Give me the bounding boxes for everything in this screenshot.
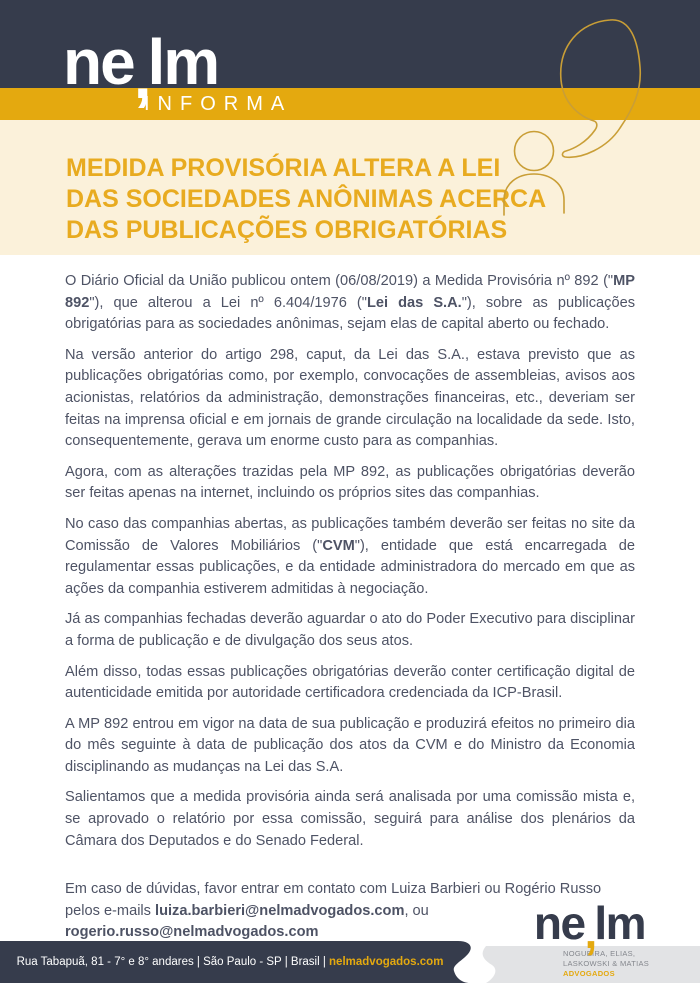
text-run: MP 892 — [65, 273, 635, 311]
article-paragraph — [65, 787, 635, 852]
article-paragraph — [65, 271, 635, 336]
text-run: "), entidade que está encarregada de regulamentar essas publicações, e da entidade administradora do mercado em que as ações da companhia estiverem admitidas à negociação. — [65, 537, 635, 597]
page-title-line: MEDIDA PROVISÓRIA ALTERA A LEI — [66, 154, 501, 182]
page-title-line: DAS PUBLICAÇÕES OBRIGATÓRIAS — [66, 216, 508, 244]
article-paragraph — [65, 609, 635, 652]
text-run: , ou — [404, 902, 429, 919]
text-run: "), que alterou a Lei nº 6.404/1976 (" — [89, 294, 367, 311]
email-link-luiza[interactable]: luiza.barbieri@nelmadvogados.com — [155, 902, 405, 919]
firm-name-line: NOGUEIRA, ELIAS, — [563, 949, 636, 958]
text-run: Na versão anterior do artigo 298, caput, da Lei das S.A., estava previsto que as publicações obrigatórias como, por exemplo, convocações de assembleias, avisos aos acionistas, relatórios da administração, demonstrações financeiras, etc., deveriam ser feitas na imprensa oficial e em jornais de grande circulação na localidade da sede. Isto, consequentemente, gerava um enorme custo para as companhias. — [65, 346, 635, 450]
article-paragraph — [65, 514, 635, 600]
article-paragraph — [65, 345, 635, 453]
article-paragraph — [65, 662, 635, 705]
article-body — [0, 255, 700, 852]
text-run: Já as companhias fechadas deverão aguardar o ato do Poder Executivo para disciplinar a forma de publicação e de divulgação dos seus atos. — [65, 611, 635, 649]
text-run: No caso das companhias abertas, as publicações também deverão ser feitas no site da Comissão de Valores Mobiliários (" — [65, 515, 635, 554]
text-run: O Diário Oficial da União publicou ontem (06/08/2019) a Medida Provisória nº 892 (" — [65, 273, 614, 289]
firm-name — [563, 949, 649, 979]
informa-label: INFORMA — [144, 93, 293, 115]
text-run: Lei das S.A. — [366, 294, 462, 311]
nelm-logo — [63, 26, 219, 113]
logo-text-lm: lm — [147, 26, 219, 98]
person-outline-icon — [504, 132, 564, 216]
page-title-line: DAS SOCIEDADES ANÔNIMAS ACERCA — [66, 185, 547, 213]
text-run: CVM — [322, 537, 355, 554]
text-run: Além disso, todas essas publicações obrigatórias deverão conter certificação digital de autenticidade emitida por autoridade certificadora credenciada da ICP-Brasil. — [65, 663, 635, 702]
text-run: Em caso de dúvidas, favor entrar em contato com Luiza Barbieri ou Rogério Russo pelos e-mails — [65, 881, 602, 919]
website-link[interactable]: nelmadvogados.com — [329, 956, 444, 968]
header-decoration — [490, 10, 690, 245]
logo-text-ne: ne — [63, 26, 134, 98]
footer-address — [0, 941, 460, 983]
text-run: Agora, com as alterações trazidas pela MP 892, as publicações obrigatórias deverão ser feitas apenas na internet, incluindo os próprios sites das companhias. — [65, 463, 635, 502]
quote-comma-outline-icon — [561, 20, 641, 157]
firm-name-advogados: ADVOGADOS — [563, 969, 615, 978]
footer-logo-text-ne: ne — [533, 897, 585, 949]
text-run: "), sobre as publicações obrigatórias para as sociedades anônimas, sejam elas de capital aberto ou fechado. — [65, 294, 635, 333]
article-paragraph — [65, 714, 635, 779]
text-run: Salientamos que a medida provisória ainda será analisada por uma comissão mista e, se aprovado o relatório por essa comissão, seguirá para análise dos plenários da Câmara dos Deputados e do Senado Federal. — [65, 789, 635, 849]
article-paragraph — [65, 462, 635, 505]
firm-name-line: LASKOWSKI & MATIAS — [563, 958, 650, 968]
text-run: Rua Tabapuã, 81 - 7° e 8° andares | São Paulo - SP | Brasil | — [16, 956, 330, 968]
text-run: A MP 892 entrou em vigor na data de sua publicação e produzirá efeitos no primeiro dia do mês seguinte à data de publicação dos atos da CVM e do Ministro da Economia disciplinando as mudanças na Lei das S.A. — [65, 715, 635, 775]
email-link-rogerio[interactable]: rogerio.russo@nelmadvogados.com — [65, 924, 319, 941]
footer-logo-comma: , — [584, 906, 595, 959]
logo-comma: , — [133, 40, 148, 113]
footer-logo-text-lm: lm — [594, 897, 645, 949]
